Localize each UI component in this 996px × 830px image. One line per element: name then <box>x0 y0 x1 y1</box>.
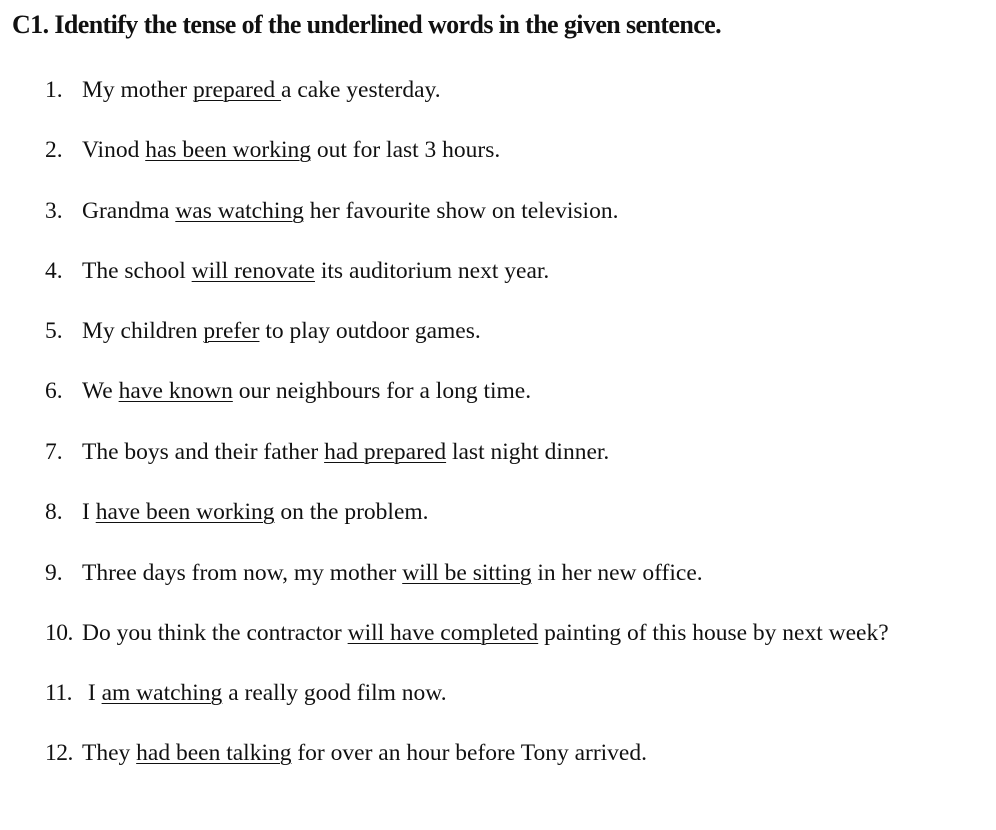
underlined-words: am watching <box>101 680 223 706</box>
sentence-text: to play outdoor games. <box>259 318 481 344</box>
sentence-item-5 <box>45 315 481 347</box>
underlined-words: had prepared <box>324 439 447 465</box>
sentence-text: out for last 3 hours. <box>310 137 501 163</box>
sentence-item-8 <box>45 496 429 528</box>
sentence-text: They <box>82 740 137 766</box>
sentence-text: for over an hour before Tony arrived. <box>291 740 647 766</box>
sentence-item-2 <box>45 134 500 166</box>
item-number: 12. <box>45 740 73 766</box>
sentence-text: My mother <box>82 77 193 103</box>
sentence-text: I <box>82 680 102 706</box>
sentence-text: We <box>82 378 119 404</box>
underlined-words: have known <box>118 378 233 404</box>
sentence-item-10 <box>45 617 889 649</box>
item-number: 5. <box>45 318 63 344</box>
underlined-words: prepared <box>192 77 282 103</box>
sentence-item-3 <box>45 195 618 227</box>
item-number: 1. <box>45 77 63 103</box>
sentence-item-9 <box>45 557 703 589</box>
sentence-text: My children <box>82 318 204 344</box>
item-number: 2. <box>45 137 63 163</box>
sentence-text: The boys and their father <box>82 439 325 465</box>
sentence-text: Do you think the contractor <box>82 620 348 646</box>
item-number: 3. <box>45 198 63 224</box>
item-number: 4. <box>45 258 63 284</box>
sentence-text: The school <box>82 258 192 284</box>
sentence-text: Vinod <box>82 137 146 163</box>
underlined-words: was watching <box>175 198 304 224</box>
worksheet-heading: C1. Identify the tense of the underlined words in the given sentence. <box>12 10 721 39</box>
sentence-text: last night dinner. <box>446 439 610 465</box>
sentence-text: her favourite show on television. <box>303 198 619 224</box>
item-number: 8. <box>45 499 63 525</box>
underlined-words: will have completed <box>347 620 539 646</box>
underlined-words: will be sitting <box>402 560 532 586</box>
sentence-item-1 <box>45 74 441 106</box>
sentence-item-12 <box>45 737 647 769</box>
underlined-words: has been working <box>145 137 311 163</box>
item-number: 11. <box>45 680 73 706</box>
sentence-text: painting of this house by next week? <box>538 620 889 646</box>
sentence-text: I <box>82 499 96 525</box>
sentence-text: in her new office. <box>531 560 703 586</box>
sentence-text: on the problem. <box>274 499 429 525</box>
item-number: 10. <box>45 620 73 646</box>
underlined-words: have been working <box>95 499 275 525</box>
underlined-words: had been talking <box>136 740 292 766</box>
sentence-text: Three days from now, my mother <box>82 560 403 586</box>
underlined-words: will renovate <box>191 258 315 284</box>
sentence-text: its auditorium next year. <box>314 258 550 284</box>
sentence-text: Grandma <box>82 198 176 224</box>
item-number: 7. <box>45 439 63 465</box>
underlined-words: prefer <box>203 318 260 344</box>
sentence-item-4 <box>45 255 549 287</box>
sentence-text: a cake yesterday. <box>281 77 441 103</box>
sentence-item-7 <box>45 436 609 468</box>
item-number: 6. <box>45 378 63 404</box>
item-number: 9. <box>45 560 63 586</box>
sentence-text: our neighbours for a long time. <box>232 378 532 404</box>
sentence-item-6 <box>45 375 531 407</box>
sentence-item-11 <box>45 677 447 709</box>
sentence-text: a really good film now. <box>222 680 447 706</box>
